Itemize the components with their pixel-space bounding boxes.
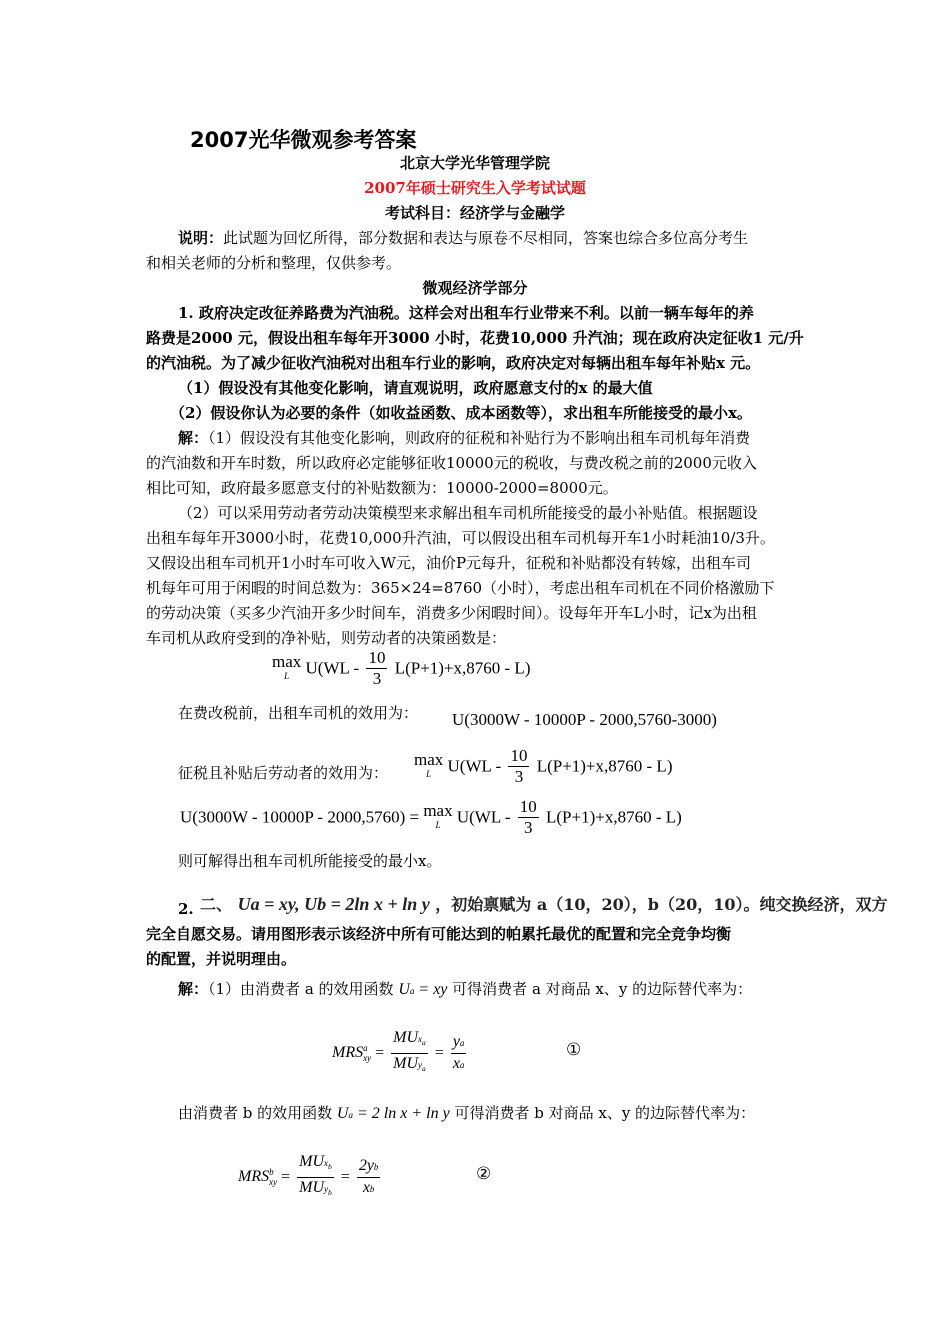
before-tax-label: 在费改税前，出租车司机的效用为：: [178, 704, 419, 722]
a2-line-6: 车司机从政府受到的净补贴，则劳动者的决策函数是：: [146, 629, 507, 647]
fraction-10-3: $\frac{10}{3}$: [510, 746, 528, 786]
utility-tail: L(P+1)+x,8760 - L): [394, 658, 531, 678]
utility-open: U(WL -: [305, 658, 360, 678]
mrs-label: MRS b xy: [238, 1167, 278, 1188]
s2-text-d: 可得消费者 b 对商品 x、y 的边际替代率为：: [454, 1104, 756, 1122]
max-operator: max L: [272, 651, 302, 681]
q2-line-2: 完全自愿交易。请用图形表示该经济中所有可能达到的帕累托最优的配置和完全竞争均衡: [146, 925, 732, 943]
q1-line-1: 1. 政府决定改征养路费为汽油税。这样会对出租车行业带来不利。以前一辆车每年的养: [178, 304, 754, 322]
q1-part-2: （2）假设你认为必要的条件（如收益函数、成本函数等），求出租车所能接受的最小x。: [170, 404, 752, 422]
utility-open: U(WL -: [456, 807, 511, 827]
fraction-10-3: $\frac{10}{3}$: [368, 648, 386, 688]
exam-subject: 考试科目：经济学与金融学: [384, 204, 565, 222]
s2-text-c: 由消费者 b 的效用函数: [178, 1104, 333, 1122]
two-y-over-x-fraction: $\frac{2yb}{xb}$: [358, 1156, 379, 1196]
q2-number: 2.: [178, 900, 194, 918]
a2-line-4: 机每年可用于闲暇的时间总数为：365×24=8760（小时），考虑出租车司机在不同价格激励下: [146, 579, 775, 597]
s2-text-a: （1）由消费者 a 的效用函数: [208, 980, 394, 998]
y-over-x-fraction: $\frac{ya}{xa}$: [452, 1032, 465, 1072]
main-title: 2007光华微观参考答案: [190, 128, 417, 152]
q1-line-2: 路费是2000 元，假设出租车每年开3000 小时，花费10,000 升汽油；现在政府决定征收1 元/升: [146, 329, 804, 347]
note-line-1: [178, 227, 748, 248]
a2-line-1: （2）可以采用劳动者劳动决策模型来求解出租车司机所能接受的最小补贴值。根据题设: [178, 504, 758, 522]
utility-open: U(WL -: [447, 756, 502, 776]
note-line-2: 和相关老师的分析和整理，仅供参考。: [146, 254, 402, 272]
mrs-a-formula: MRS a xy = $\frac{MUx_a}{MUy_a}$ = $\frac{ya}{xa}$: [332, 1028, 469, 1079]
a2-line-5: 的劳动决策（买多少汽油开多少时间车，消费多少闲暇时间）。设每年开车L小时，记x为出租: [146, 604, 757, 622]
s2-line-1: [178, 978, 752, 999]
utility-tail: L(P+1)+x,8760 - L): [546, 807, 682, 827]
formula-equality: [180, 797, 682, 838]
formula-before-tax: U(3000W - 10000P - 2000,5760-3000): [452, 710, 717, 729]
equality-lhs: U(3000W - 10000P - 2000,5760) =: [180, 807, 420, 827]
max-operator: max L: [414, 749, 444, 779]
s2-text-b: 可得消费者 a 对商品 x、y 的边际替代率为：: [452, 980, 753, 998]
section-title: 微观经济学部分: [422, 279, 528, 297]
max-operator: max L: [423, 800, 453, 830]
conclusion-line: 则可解得出租车司机所能接受的最小x。: [178, 852, 442, 870]
circle-one: ①: [566, 1040, 582, 1060]
formula-after-tax: [414, 746, 672, 787]
q2-line-3: 的配置，并说明理由。: [146, 950, 297, 968]
a1-line-2: 的汽油数和开车时数，所以政府必定能够征收10000元的税收，与费改税之前的2000元收入: [146, 454, 757, 472]
note-label: 说明：: [178, 229, 224, 247]
ub-formula: Ua = 2 ln x + ln y: [336, 1105, 450, 1122]
q2-utility-formula: Ua = xy, Ub = 2ln x + ln y: [237, 894, 430, 914]
after-tax-label: 征税且补贴后劳动者的效用为：: [178, 764, 389, 782]
q1-part-1: （1）假设没有其他变化影响，请直观说明，政府愿意支付的x 的最大值: [178, 379, 653, 397]
circle-two: ②: [476, 1164, 492, 1184]
ua-formula: Ua = xy: [398, 981, 448, 998]
q2-line-1: [200, 892, 887, 915]
a1-text: （1）假设没有其他变化影响，则政府的征税和补贴行为不影响出租车司机每年消费: [208, 429, 751, 447]
s2-line-2: [178, 1102, 755, 1123]
q2-rest: ，初始禀赋为 a（10，20），b（20，10）。纯交换经济，双方: [435, 895, 888, 914]
utility-tail: L(P+1)+x,8760 - L): [536, 756, 673, 776]
q2-head: 二、: [200, 895, 233, 914]
q1-line-3: 的汽油税。为了减少征收汽油税对出租车行业的影响，政府决定对每辆出租车每年补贴x 元。: [146, 354, 761, 372]
school-name: 北京大学光华管理学院: [399, 154, 550, 172]
a1-line-1: [178, 427, 750, 448]
answer-label: 解：: [178, 429, 209, 447]
a2-line-2: 出租车每年开3000小时，花费10,000升汽油，可以假设出租车司机每开车1小时耗油10/3升。: [146, 529, 775, 547]
formula-decision: [272, 648, 530, 689]
fraction-10-3: $\frac{10}{3}$: [519, 797, 537, 837]
mu-fraction: $\frac{MUx_a}{MUy_a}$: [393, 1029, 426, 1073]
mrs-label: MRS a xy: [332, 1043, 372, 1064]
answer-label: 解：: [178, 980, 209, 998]
mu-fraction: $\frac{MUx_b}{MUy_b}$: [299, 1153, 332, 1197]
a1-line-3: 相比可知，政府最多愿意支付的补贴数额为：10000-2000=8000元。: [146, 479, 618, 497]
mrs-b-formula: MRS b xy = $\frac{MUx_b}{MUy_b}$ = $\frac{2yb}{xb}$: [238, 1152, 383, 1203]
note-text: 此试题为回忆所得，部分数据和表达与原卷不尽相同，答案也综合多位高分考生: [223, 229, 749, 247]
exam-title: 2007年硕士研究生入学考试试题: [364, 179, 586, 197]
a2-line-3: 又假设出租车司机开1小时车可收入W元，油价P元每升，征税和补贴都没有转嫁，出租车司: [146, 554, 752, 572]
